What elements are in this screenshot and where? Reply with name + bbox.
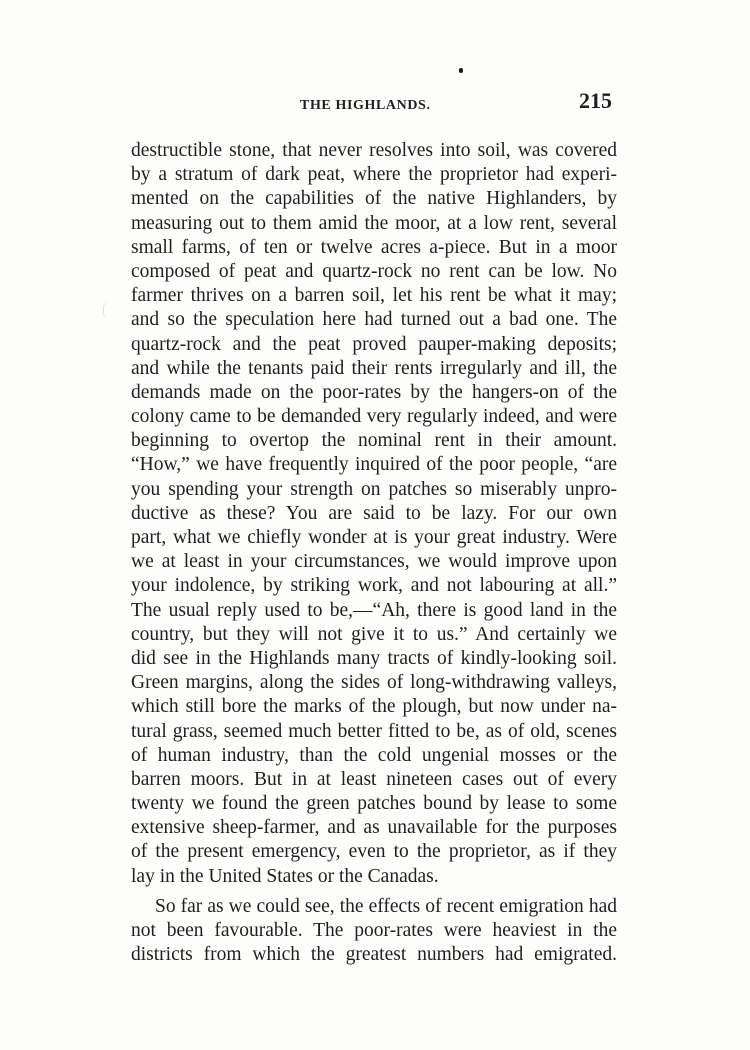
text-line: composed of peat and quartz-rock no rent can be low. No bbox=[131, 260, 617, 282]
body-text bbox=[131, 139, 617, 967]
text-line: we at least in your circumstances, we would improve upon bbox=[131, 551, 617, 573]
text-line: The usual reply used to be,—“Ah, there is good land in the bbox=[131, 599, 617, 621]
page-number: 215 bbox=[579, 88, 612, 113]
page-header bbox=[130, 88, 618, 126]
text-line: tural grass, seemed much better fitted to be, as of old, scenes bbox=[131, 720, 617, 742]
text-line: of the present emergency, even to the proprietor, as if they bbox=[131, 841, 617, 863]
text-line: by a stratum of dark peat, where the proprietor had experi- bbox=[131, 164, 617, 186]
paragraph-2 bbox=[131, 895, 617, 968]
text-line: lay in the United States or the Canadas. bbox=[131, 865, 439, 887]
text-line: So far as we could see, the effects of recent emigration had bbox=[155, 895, 617, 917]
text-line: colony came to be demanded very regularly indeed, and were bbox=[131, 406, 617, 428]
text-line: which still bore the marks of the plough, but now under na- bbox=[131, 696, 617, 718]
paragraph-1 bbox=[131, 139, 617, 889]
text-line: part, what we chiefly wonder at is your great industry. Were bbox=[131, 527, 617, 548]
text-line: farmer thrives on a barren soil, let his rent be what it may; bbox=[131, 285, 617, 307]
ink-speck bbox=[459, 68, 463, 73]
text-line: you spending your strength on patches so miserably unpro- bbox=[131, 478, 617, 500]
text-line: your indolence, by striking work, and not labouring at all.” bbox=[131, 575, 617, 597]
text-line: districts from which the greatest numbers had emigrated. bbox=[131, 944, 617, 966]
running-head: THE HIGHLANDS. bbox=[300, 98, 431, 113]
text-line: of human industry, than the cold ungenial mosses or the bbox=[131, 744, 617, 766]
text-line: “How,” we have frequently inquired of the poor people, “are bbox=[131, 454, 617, 476]
text-line: barren moors. But in at least nineteen cases out of every bbox=[131, 768, 617, 790]
text-line: quartz-rock and the peat proved pauper-making deposits; bbox=[131, 333, 617, 355]
text-line: ductive as these? You are said to be lazy. For our own bbox=[131, 502, 617, 524]
text-line: beginning to overtop the nominal rent in their amount. bbox=[131, 430, 617, 452]
text-line: Green margins, along the sides of long-withdrawing valleys, bbox=[131, 672, 617, 694]
text-line: extensive sheep-farmer, and as unavailable for the purposes bbox=[131, 817, 617, 839]
text-line: measuring out to them amid the moor, at a low rent, several bbox=[131, 212, 617, 234]
page-edge-mark bbox=[103, 302, 114, 318]
text-line: country, but they will not give it to us.” And certainly we bbox=[131, 623, 617, 645]
text-line: not been favourable. The poor-rates were heaviest in the bbox=[131, 920, 617, 941]
text-line: did see in the Highlands many tracts of kindly-looking soil. bbox=[131, 647, 617, 669]
text-line: and so the speculation here had turned out a bad one. The bbox=[131, 309, 617, 331]
text-line: and while the tenants paid their rents irregularly and ill, the bbox=[131, 357, 617, 379]
text-line: mented on the capabilities of the native Highlanders, by bbox=[131, 188, 617, 210]
text-line: demands made on the poor-rates by the hangers-on of the bbox=[131, 381, 617, 403]
text-line: small farms, of ten or twelve acres a-piece. But in a moor bbox=[131, 236, 617, 258]
text-line: twenty we found the green patches bound by lease to some bbox=[131, 793, 617, 815]
text-line: destructible stone, that never resolves into soil, was covered bbox=[131, 140, 617, 161]
